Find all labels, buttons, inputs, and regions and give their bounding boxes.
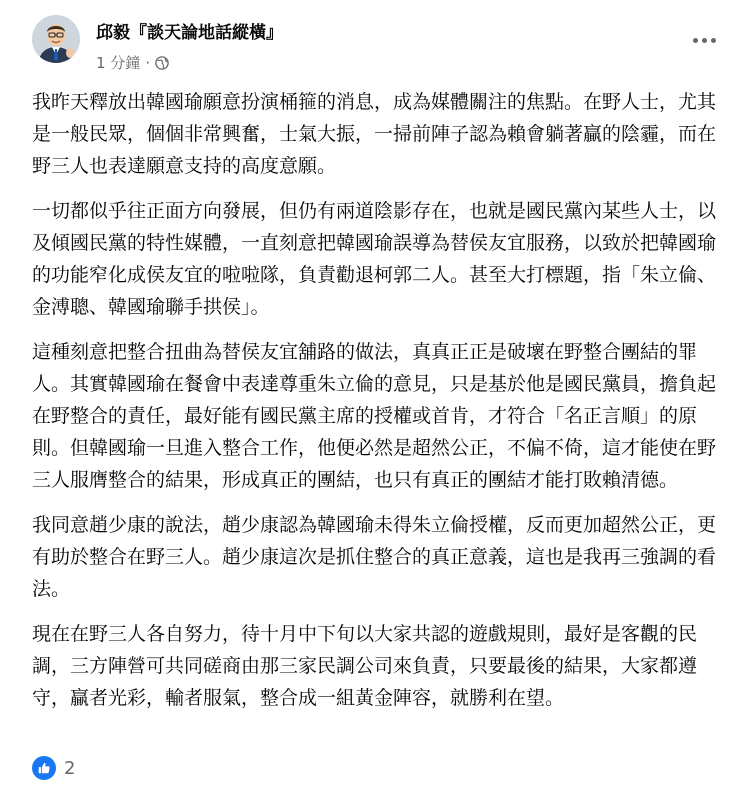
avatar[interactable] [32,15,80,63]
post-paragraph: 我昨天釋放出韓國瑜願意扮演桶箍的消息，成為媒體關注的焦點。在野人士，尤其是一般民眾，個個非常興奮，士氣大振，一掃前陣子認為賴會躺著贏的陰霾，而在野三人也表達願意支持的高度意願。 [32,91,717,177]
globe-icon[interactable] [155,56,169,70]
post-paragraph: 一切都似乎往正面方向發展，但仍有兩道陰影存在，也就是國民黨內某些人士，以及傾國民黨的特性媒體，一直刻意把韓國瑜誤導為替侯友宜服務，以致於把韓國瑜的功能窄化成侯友宜的啦啦隊，負責勸退柯郭二人。甚至大打標題，指「朱立倫、金溥聰、韓國瑜聯手拱侯」。 [32,200,717,318]
more-options-button[interactable] [686,22,722,58]
post-paragraph: 我同意趙少康的說法，趙少康認為韓國瑜未得朱立倫授權，反而更加超然公正，更有助於整合在野三人。趙少康這次是抓住整合的真正意義，這也是我再三強調的看法。 [32,514,717,600]
dot-icon [711,38,716,43]
post-time[interactable]: 1 分鐘 [96,54,141,72]
avatar-image [32,15,80,63]
like-icon [32,756,56,780]
post-paragraph: 這種刻意把整合扭曲為替侯友宜舖路的做法，真真正正是破壞在野整合團結的罪人。其實韓國瑜在餐會中表達尊重朱立倫的意見，只是基於他是國民黨員，擔負起在野整合的責任，最好能有國民黨主席的授權或首肯，才符合「名正言順」的原則。但韓國瑜一旦進入整合工作，他便必然是超然公正，不偏不倚，這才能使在野三人服膺整合的結果，形成真正的團結，也只有真正的團結才能打敗賴清德。 [32,341,717,491]
meta-separator: · [145,53,151,72]
dot-icon [693,38,698,43]
post-paragraph: 現在在野三人各自努力，待十月中下旬以大家共認的遊戲規則，最好是客觀的民調，三方陣營可共同磋商由那三家民調公司來負責，只要最後的結果，大家都遵守，贏者光彩，輸者服氣，整合成一組黃金陣容，就勝利在望。 [32,623,698,709]
reaction-count[interactable]: 2 [64,757,76,779]
reactions-summary[interactable] [32,754,75,782]
post-header [32,12,722,82]
post-meta [96,52,169,73]
post-text [32,86,722,727]
dot-icon [702,38,707,43]
author-name[interactable]: 邱毅『談天論地話縱橫』 [96,23,283,43]
